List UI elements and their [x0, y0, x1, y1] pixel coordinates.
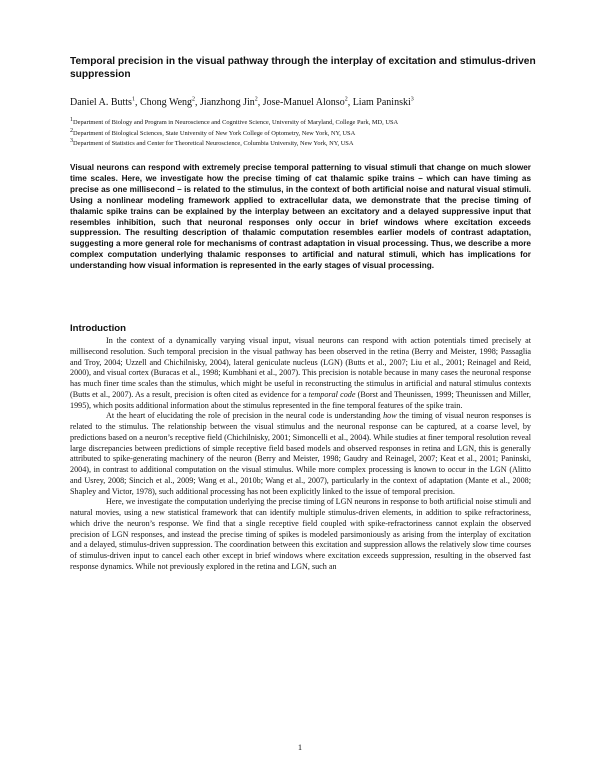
author-affiliation-mark: 3 — [410, 96, 414, 103]
affiliation — [70, 129, 540, 140]
affiliation — [70, 139, 540, 150]
body-paragraph: Here, we investigate the computation underlying the precise timing of LGN neurons in response to both artificial noise stimuli and natural movies, using a new statistical framework that can identify multiple stimulus-driven elements, in addition to spike refractoriness, which drive the neuron’s response. We find that a single receptive field coupled with spike-refractoriness cannot explain the observed precision of LGN responses, and instead the precise timing of spikes is modeled parsimoniously as arising from the interplay of excitation and a delayed, stimulus-driven suppression. The coordination between this excitation and suppression allows the relatively slow time courses of stimulus-driven input to cancel each other except in brief windows where excitation exceeds suppression, resulting in the observed fast response dynamics. While not previously explored in the retina and LGN, such an — [70, 497, 531, 571]
affiliation-mark: 1 — [70, 116, 73, 123]
author-affiliation-mark: 2 — [344, 96, 348, 103]
affiliation-mark: 2 — [70, 127, 73, 134]
introduction-body — [70, 336, 531, 573]
author-name: Chong Weng — [139, 97, 193, 108]
body-paragraph: At the heart of elucidating the role of precision in the neural code is understanding how the timing of visual neuron responses is related to the stimulus. The relationship between the visual stimulus and the neuronal response can be captured, at a coarse level, by predictions based on a neuron’s receptive field (Chichilnisky, 2001; Simoncelli et al., 2004). While studies at finer temporal resolution reveal large discrepancies between predictions of simple receptive field based models and observed responses in retina and LGN, this is generally attributed to spike-generating machinery of the neuron (Berry and Meister, 1998; Gaudry and Reinagel, 2007; Keat et al., 2001; Paninski, 2004), in contrast to additional computation on the visual stimulus. While more complex processing is known to occur in the LGN (Alitto and Usrey, 2008; Sincich et al., 2009; Wang et al., 2010b; Wang et al., 2007), particularly in the context of adaptation (Mante et al., 2008; Shapley and Victor, 1978), such additional processing has not been explicitly linked to the issue of temporal precision. — [70, 411, 531, 496]
author-name: Daniel A. Butts — [70, 97, 132, 108]
author-name: Liam Paninski — [352, 97, 411, 108]
page-number: 1 — [297, 742, 303, 752]
emphasis-text: temporal code — [308, 389, 356, 399]
abstract: Visual neurons can respond with extremely precise temporal patterning to visual stimuli that change on much slower time scales. Here, we investigate how the precise timing of cat thalamic spike trains – which can have timing as precise as one millisecond – is related to the stimulus, in the context of both artificial noise and natural visual stimuli. Using a nonlinear modeling framework applied to extracellular data, we demonstrate that the precise timing of thalamic spike trains can be explained by the interplay between an excitatory and a delayed suppressive input that resembles inhibition, such that neuronal responses only occur in brief windows where excitation exceeds suppression. The resulting description of thalamic computation resembles earlier models of contrast adaptation, suggesting a more general role for mechanisms of contrast adaptation in visual processing. Thus, we describe a more complex computation underlying thalamic responses to artificial and natural stimuli, which has implications for understanding how visual information is represented in the early stages of visual processing. — [70, 163, 531, 271]
author-name: Jianzhong Jin — [200, 97, 255, 108]
author-affiliation-mark: 2 — [254, 96, 258, 103]
emphasis-text: how — [383, 411, 397, 421]
affiliation-list — [70, 118, 540, 150]
author-affiliation-mark: 1 — [131, 96, 135, 103]
author-affiliation-mark: 2 — [192, 96, 196, 103]
section-heading-introduction: Introduction — [70, 323, 126, 334]
affiliation — [70, 118, 540, 129]
affiliation-mark: 3 — [70, 138, 73, 145]
body-paragraph: In the context of a dynamically varying visual input, visual neurons can respond with action potentials timed precisely at millisecond resolution. Such temporal precision in the visual pathway has been observed in the retina (Berry and Meister, 1998; Passaglia and Troy, 2004; Uzzell and Chichilnisky, 2004), lateral geniculate nucleus (LGN) (Butts et al., 2007; Liu et al., 2001; Reinagel and Reid, 2000), and visual cortex (Buracas et al., 1998; Kumbhani et al., 2007). This precision is notable because in many cases the neuronal response has much finer time scales than the stimulus, which might be useful in reconstructing the stimulus in artificial and natural stimulus contexts (Butts et al., 2007). As a result, precision is often cited as evidence for a temporal code (Borst and Theunissen, 1999; Theunissen and Miller, 1995), which posits additional information about the stimulus represented in the fine temporal features of the spike train. — [70, 336, 531, 410]
affiliation-text: Department of Biology and Program in Neuroscience and Cognitive Science, University of Maryland, College Park, MD, USA — [73, 119, 399, 126]
affiliation-text: Department of Biological Sciences, State University of New York College of Optometry, New York, NY, USA — [73, 129, 356, 137]
affiliation-text: Department of Statistics and Center for Theoretical Neuroscience, Columbia University, New York, NY, USA — [73, 140, 354, 148]
author-name: Jose-Manuel Alonso — [262, 97, 345, 108]
author-list: Daniel A. Butts$^1$, Chong Weng$^2$, Jianzhong Jin$^2$, Jose-Manuel Alonso$^2$, Liam Paninski$^3$ — [70, 96, 414, 108]
paper-title: Temporal precision in the visual pathway through the interplay of excitation and stimulus-driven suppression — [70, 56, 536, 80]
